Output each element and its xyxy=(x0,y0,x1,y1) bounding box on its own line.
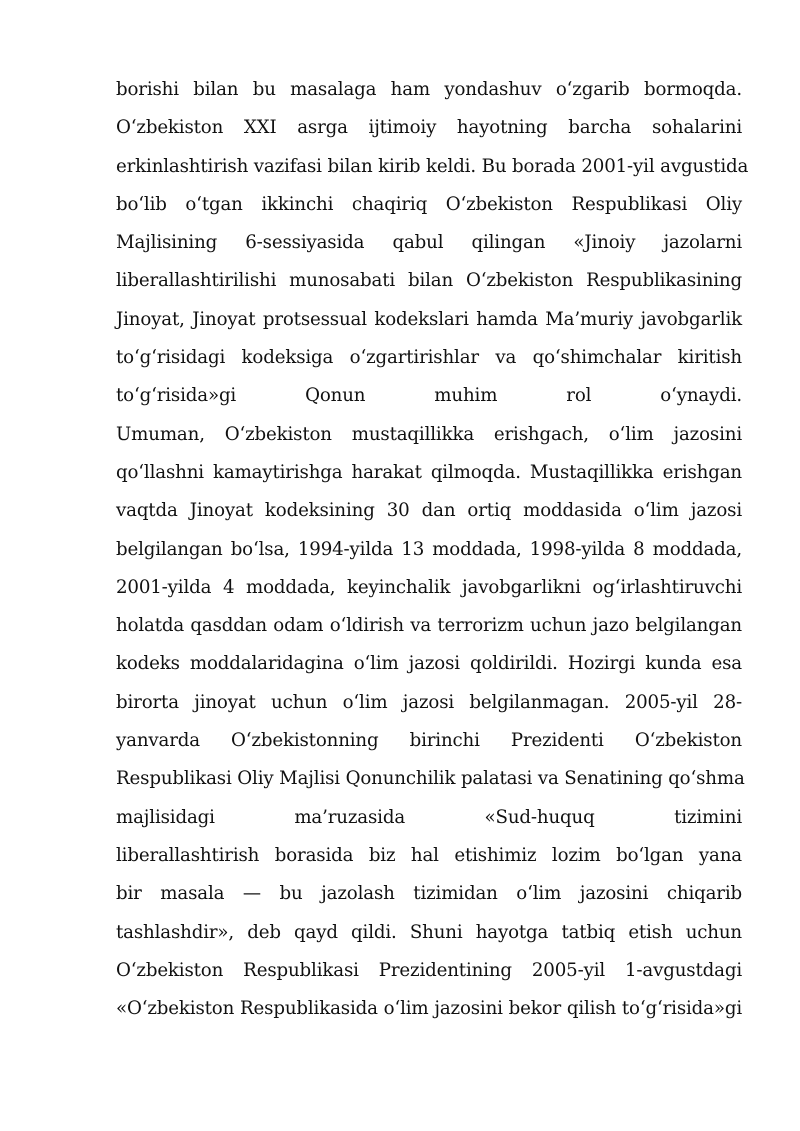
text-line: yanvarda O‘zbekistonning birinchi Prezidenti O‘zbekiston xyxy=(116,730,742,752)
text-line: borishi bilan bu masalaga ham yondashuv o‘zgarib bormoqda. xyxy=(116,79,742,100)
text-line: kodeks moddalaridagina o‘lim jazosi qoldirildi. Hozirgi kunda esa xyxy=(116,653,742,675)
text-line: liberallashtirish borasida biz hal etishimiz lozim bo‘lgan yana xyxy=(116,844,742,866)
text-line: bo‘lib o‘tgan ikkinchi chaqiriq O‘zbekiston Respublikasi Oliy xyxy=(116,193,742,215)
text-line: bir masala — bu jazolash tizimidan o‘lim jazosini chiqarib xyxy=(116,883,742,905)
text-line: tashlashdir», deb qayd qildi. Shuni hayotga tatbiq etish uchun xyxy=(116,921,742,943)
body-text xyxy=(116,71,749,1028)
text-line: Majlisining 6-sessiyasida qabul qilingan «Jinoiy jazolarni xyxy=(116,232,742,254)
text-line: O‘zbekiston XXI asrga ijtimoiy hayotning barcha sohalarini xyxy=(116,117,742,139)
text-line: birorta jinoyat uchun o‘lim jazosi belgilanmagan. 2005-yil 28- xyxy=(116,691,742,713)
text-line: Jinoyat, Jinoyat protsessual kodekslari hamda Ma’muriy javobgarlik xyxy=(116,308,742,330)
text-line: O‘zbekiston Respublikasi Prezidentining 2005-yil 1-avgustdagi xyxy=(116,959,742,981)
text-line: qo‘llashni kamaytirishga harakat qilmoqda. Mustaqillikka erishgan xyxy=(116,461,742,483)
text-line: holatda qasddan odam o‘ldirish va terrorizm uchun jazo belgilangan xyxy=(116,615,742,637)
text-line: Respublikasi Oliy Majlisi Qonunchilik palatasi va Senatining qo‘shma xyxy=(116,768,745,790)
text-line: vaqtda Jinoyat kodeksining 30 dan ortiq moddasida o‘lim jazosi xyxy=(116,500,742,522)
text-line: belgilangan bo‘lsa, 1994-yilda 13 moddada, 1998-yilda 8 moddada, xyxy=(116,538,742,560)
text-line: to‘g‘risida»gi Qonun muhim rol o‘ynaydi. xyxy=(116,385,742,407)
text-line: erkinlashtirish vazifasi bilan kirib keldi. Bu borada 2001-yil avgustida xyxy=(116,155,749,177)
text-line: Umuman, O‘zbekiston mustaqillikka erishgach, o‘lim jazosini xyxy=(116,423,742,445)
text-line: to‘g‘risidagi kodeksiga o‘zgartirishlar va qo‘shimchalar kiritish xyxy=(116,347,742,369)
text-line: «O‘zbekiston Respublikasida o‘lim jazosini bekor qilish to‘g‘risida»gi xyxy=(116,998,742,1020)
text-line: majlisidagi ma’ruzasida «Sud-huquq tizimini xyxy=(116,806,742,828)
text-line: liberallashtirilishi munosabati bilan O‘zbekiston Respublikasining xyxy=(116,270,742,292)
text-line: 2001-yilda 4 moddada, keyinchalik javobgarlikni og‘irlashtiruvchi xyxy=(116,576,742,598)
